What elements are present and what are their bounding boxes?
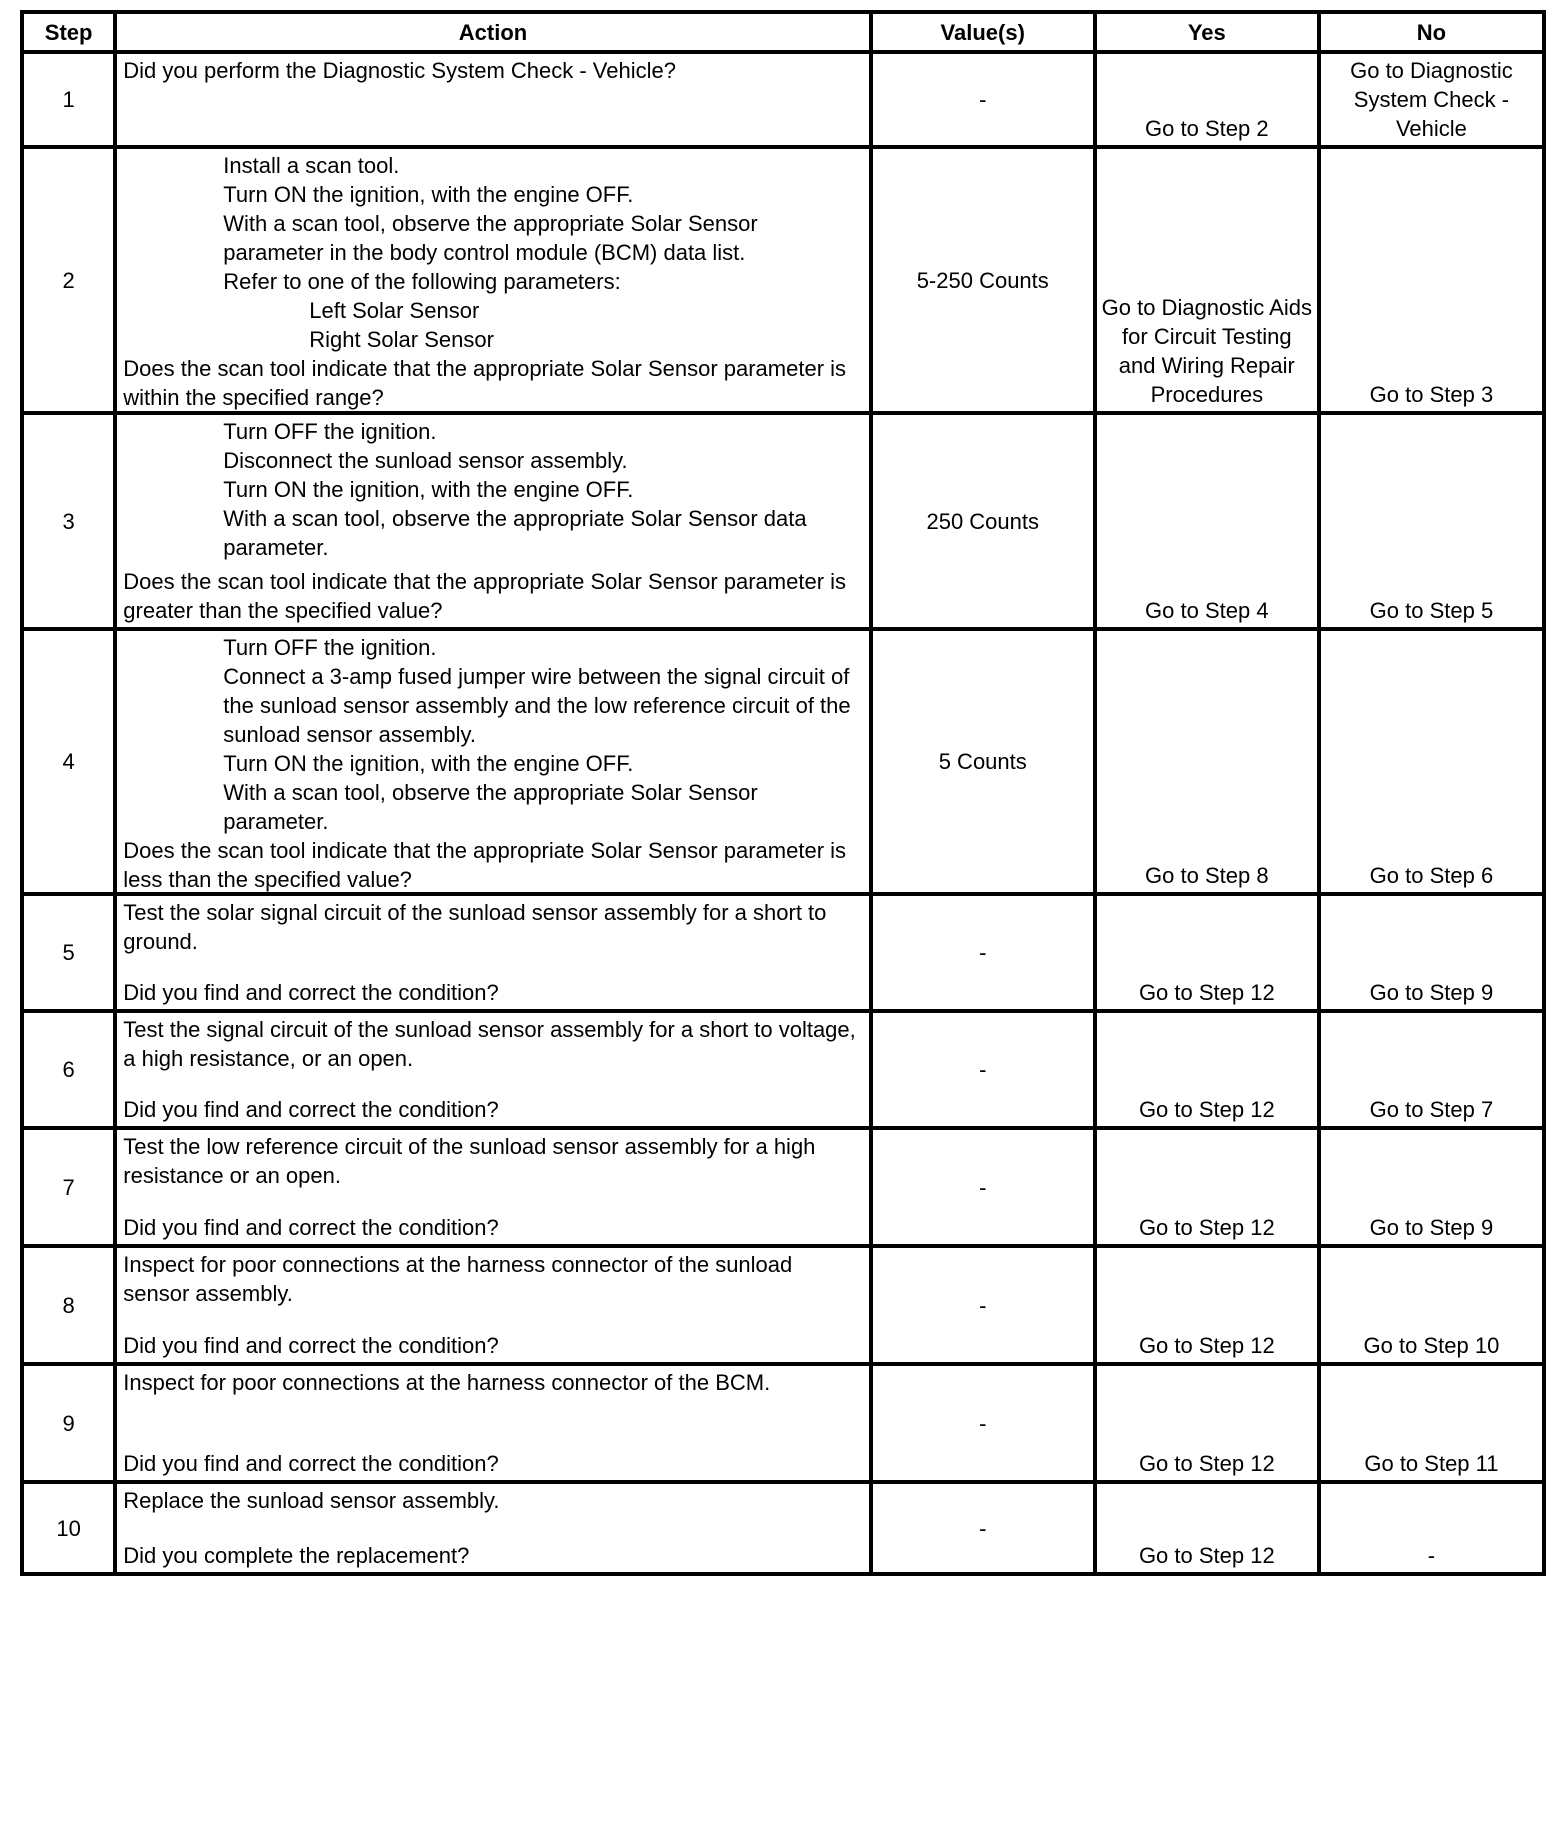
action-question: Did you find and correct the condition? xyxy=(123,1333,499,1358)
no-link[interactable]: - xyxy=(1319,1482,1544,1574)
value-cell: 250 Counts xyxy=(871,413,1095,629)
table-row xyxy=(22,1246,1544,1364)
value-cell: - xyxy=(871,1246,1095,1364)
header-values: Value(s) xyxy=(871,12,1095,52)
action-text: Did you perform the Diagnostic System Check - Vehicle? xyxy=(123,58,676,83)
list-item: Refer to one of the following parameters: xyxy=(223,269,621,294)
list-item: Turn ON the ignition, with the engine OFF. xyxy=(223,182,634,207)
list-item: Turn OFF the ignition. xyxy=(223,635,437,660)
table-row xyxy=(22,413,1544,629)
table-row xyxy=(22,147,1544,413)
table-row xyxy=(22,1482,1544,1574)
action-cell xyxy=(115,629,870,894)
parameter-list xyxy=(123,296,862,354)
step-number: 4 xyxy=(22,629,115,894)
action-list xyxy=(123,633,862,836)
no-link[interactable]: Go to Step 9 xyxy=(1319,894,1544,1011)
action-cell xyxy=(115,52,870,147)
step-number: 6 xyxy=(22,1011,115,1128)
list-item: Turn ON the ignition, with the engine OFF. xyxy=(223,477,634,502)
step-number: 3 xyxy=(22,413,115,629)
list-item: With a scan tool, observe the appropriate Solar Sensor data parameter. xyxy=(223,506,807,560)
yes-link[interactable]: Go to Step 12 xyxy=(1095,1011,1319,1128)
diagnostic-table xyxy=(20,10,1546,1576)
action-text: Inspect for poor connections at the harness connector of the sunload sensor assembly. xyxy=(123,1252,793,1306)
list-item: Turn ON the ignition, with the engine OFF. xyxy=(223,751,634,776)
step-number: 10 xyxy=(22,1482,115,1574)
no-link[interactable]: Go to Diagnostic System Check - Vehicle xyxy=(1319,52,1544,147)
header-yes: Yes xyxy=(1095,12,1319,52)
action-cell xyxy=(115,894,870,1011)
action-question: Does the scan tool indicate that the appropriate Solar Sensor parameter is less than the specified value? xyxy=(123,838,847,892)
action-question: Did you find and correct the condition? xyxy=(123,1097,499,1122)
action-text: Replace the sunload sensor assembly. xyxy=(123,1488,500,1513)
header-step: Step xyxy=(22,12,115,52)
list-item: Connect a 3-amp fused jumper wire between the signal circuit of the sunload sensor assembly and the low reference circuit of the sunload sensor assembly. xyxy=(223,664,851,747)
yes-link[interactable]: Go to Step 4 xyxy=(1095,413,1319,629)
list-item: Turn OFF the ignition. xyxy=(223,419,437,444)
list-item: With a scan tool, observe the appropriate Solar Sensor parameter in the body control module (BCM) data list. xyxy=(223,211,758,265)
table-row xyxy=(22,629,1544,894)
action-cell xyxy=(115,1128,870,1246)
table-row xyxy=(22,52,1544,147)
header-action: Action xyxy=(115,12,870,52)
no-link[interactable]: Go to Step 11 xyxy=(1319,1364,1544,1482)
list-item: Install a scan tool. xyxy=(223,153,400,178)
action-cell xyxy=(115,1364,870,1482)
value-cell: - xyxy=(871,894,1095,1011)
step-number: 5 xyxy=(22,894,115,1011)
yes-link[interactable]: Go to Step 8 xyxy=(1095,629,1319,894)
action-text: Test the signal circuit of the sunload sensor assembly for a short to voltage, a high resistance, or an open. xyxy=(123,1017,856,1071)
action-question: Did you find and correct the condition? xyxy=(123,1215,499,1240)
yes-link[interactable]: Go to Step 12 xyxy=(1095,1246,1319,1364)
action-cell xyxy=(115,1246,870,1364)
table-row xyxy=(22,1128,1544,1246)
action-question: Does the scan tool indicate that the appropriate Solar Sensor parameter is within the specified range? xyxy=(123,356,847,410)
list-item: Right Solar Sensor xyxy=(309,327,494,352)
no-link[interactable]: Go to Step 3 xyxy=(1319,147,1544,413)
action-list xyxy=(123,151,862,296)
list-item: With a scan tool, observe the appropriate Solar Sensor parameter. xyxy=(223,780,758,834)
step-number: 7 xyxy=(22,1128,115,1246)
no-link[interactable]: Go to Step 6 xyxy=(1319,629,1544,894)
table-row xyxy=(22,1011,1544,1128)
yes-link[interactable]: Go to Step 12 xyxy=(1095,1128,1319,1246)
action-cell xyxy=(115,413,870,629)
step-number: 1 xyxy=(22,52,115,147)
yes-link[interactable]: Go to Step 2 xyxy=(1095,52,1319,147)
value-cell: - xyxy=(871,52,1095,147)
action-cell xyxy=(115,147,870,413)
yes-link[interactable]: Go to Step 12 xyxy=(1095,1482,1319,1574)
no-link[interactable]: Go to Step 9 xyxy=(1319,1128,1544,1246)
no-link[interactable]: Go to Step 5 xyxy=(1319,413,1544,629)
value-cell: 5 Counts xyxy=(871,629,1095,894)
action-text: Test the solar signal circuit of the sunload sensor assembly for a short to ground. xyxy=(123,900,827,954)
value-cell: 5-250 Counts xyxy=(871,147,1095,413)
action-list xyxy=(123,417,862,562)
list-item: Left Solar Sensor xyxy=(309,298,480,323)
action-question: Did you find and correct the condition? xyxy=(123,980,499,1005)
action-text: Inspect for poor connections at the harness connector of the BCM. xyxy=(123,1370,771,1395)
table-row xyxy=(22,894,1544,1011)
value-cell: - xyxy=(871,1364,1095,1482)
step-number: 8 xyxy=(22,1246,115,1364)
header-no: No xyxy=(1319,12,1544,52)
action-question: Did you complete the replacement? xyxy=(123,1543,470,1568)
action-cell xyxy=(115,1482,870,1574)
no-link[interactable]: Go to Step 7 xyxy=(1319,1011,1544,1128)
no-link[interactable]: Go to Step 10 xyxy=(1319,1246,1544,1364)
action-cell xyxy=(115,1011,870,1128)
action-text: Test the low reference circuit of the sunload sensor assembly for a high resistance or an open. xyxy=(123,1134,816,1188)
step-number: 2 xyxy=(22,147,115,413)
action-question: Did you find and correct the condition? xyxy=(123,1451,499,1476)
value-cell: - xyxy=(871,1128,1095,1246)
step-number: 9 xyxy=(22,1364,115,1482)
table-row xyxy=(22,1364,1544,1482)
yes-link[interactable]: Go to Step 12 xyxy=(1095,894,1319,1011)
yes-link[interactable]: Go to Diagnostic Aids for Circuit Testing and Wiring Repair Procedures xyxy=(1095,147,1319,413)
value-cell: - xyxy=(871,1482,1095,1574)
yes-link[interactable]: Go to Step 12 xyxy=(1095,1364,1319,1482)
header-row xyxy=(22,12,1544,52)
action-question: Does the scan tool indicate that the appropriate Solar Sensor parameter is greater than the specified value? xyxy=(123,569,847,623)
value-cell: - xyxy=(871,1011,1095,1128)
list-item: Disconnect the sunload sensor assembly. xyxy=(223,448,628,473)
